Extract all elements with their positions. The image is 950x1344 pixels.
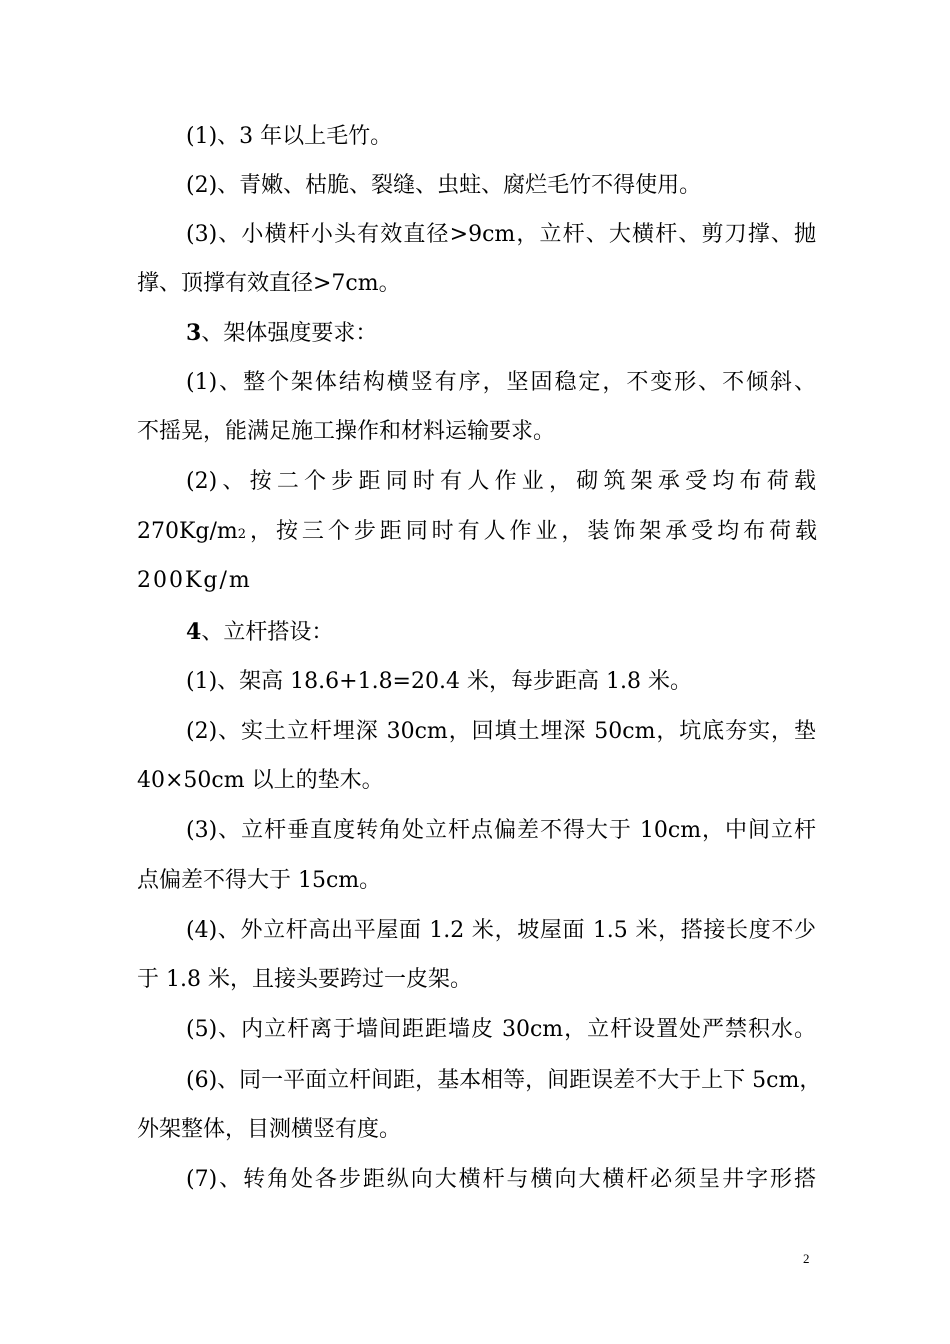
text-line: (3)、立杆垂直度转角处立杆点偏差不得大于 10cm，中间立杆	[186, 818, 816, 843]
text-fragment: ，按三个步距同时有人作业，装饰架承受均布荷载	[246, 519, 817, 544]
text-line: 外架整体，目测横竖有度。	[137, 1117, 402, 1142]
text-line: (1)、整个架体结构横竖有序，坚固稳定，不变形、不倾斜、	[186, 370, 816, 395]
text-line: (2)、青嫩、枯脆、裂缝、虫蛀、腐烂毛竹不得使用。	[186, 173, 702, 198]
text-line: (2)、实土立杆埋深 30cm，回填土埋深 50cm，坑底夯实，垫	[186, 719, 816, 744]
section-title: 、架体强度要求：	[201, 321, 378, 346]
text-line: (4)、外立杆高出平屋面 1.2 米，坡屋面 1.5 米，搭接长度不少	[186, 918, 816, 943]
text-line: (1)、3 年以上毛竹。	[186, 124, 393, 149]
text-line: 点偏差不得大于 15cm。	[137, 868, 382, 893]
text-line: (2)、按二个步距同时有人作业，砌筑架承受均布荷载	[186, 469, 816, 494]
text-line: 撑、顶撑有效直径>7cm。	[137, 271, 401, 296]
load-value: 270Kg/m	[137, 519, 238, 544]
text-line: 于 1.8 米，且接头要跨过一皮架。	[137, 967, 472, 992]
text-line: (3)、小横杆小头有效直径>9cm，立杆、大横杆、剪刀撑、抛	[186, 222, 816, 247]
text-line: 不摇晃，能满足施工操作和材料运输要求。	[137, 419, 556, 444]
section-number: 4	[186, 619, 202, 645]
text-line	[137, 517, 817, 550]
text-line: (7)、转角处各步距纵向大横杆与横向大横杆必须呈井字形搭	[186, 1167, 816, 1192]
text-line: (6)、同一平面立杆间距，基本相等，间距误差不大于上下 5cm，	[186, 1068, 822, 1093]
text-line: 200Kg/m	[137, 568, 252, 593]
section-heading-3	[186, 318, 816, 349]
section-heading-4	[186, 617, 816, 648]
section-number: 3	[186, 320, 202, 346]
unit-superscript: 2	[237, 527, 247, 542]
page-number: 2	[803, 1251, 810, 1266]
text-line: (5)、内立杆离于墙间距距墙皮 30cm，立杆设置处严禁积水。	[186, 1017, 816, 1042]
text-line: 40×50cm 以上的垫木。	[137, 768, 384, 793]
section-title: 、立杆搭设：	[201, 620, 334, 645]
text-line: (1)、架高 18.6+1.8=20.4 米，每步距高 1.8 米。	[186, 669, 692, 694]
